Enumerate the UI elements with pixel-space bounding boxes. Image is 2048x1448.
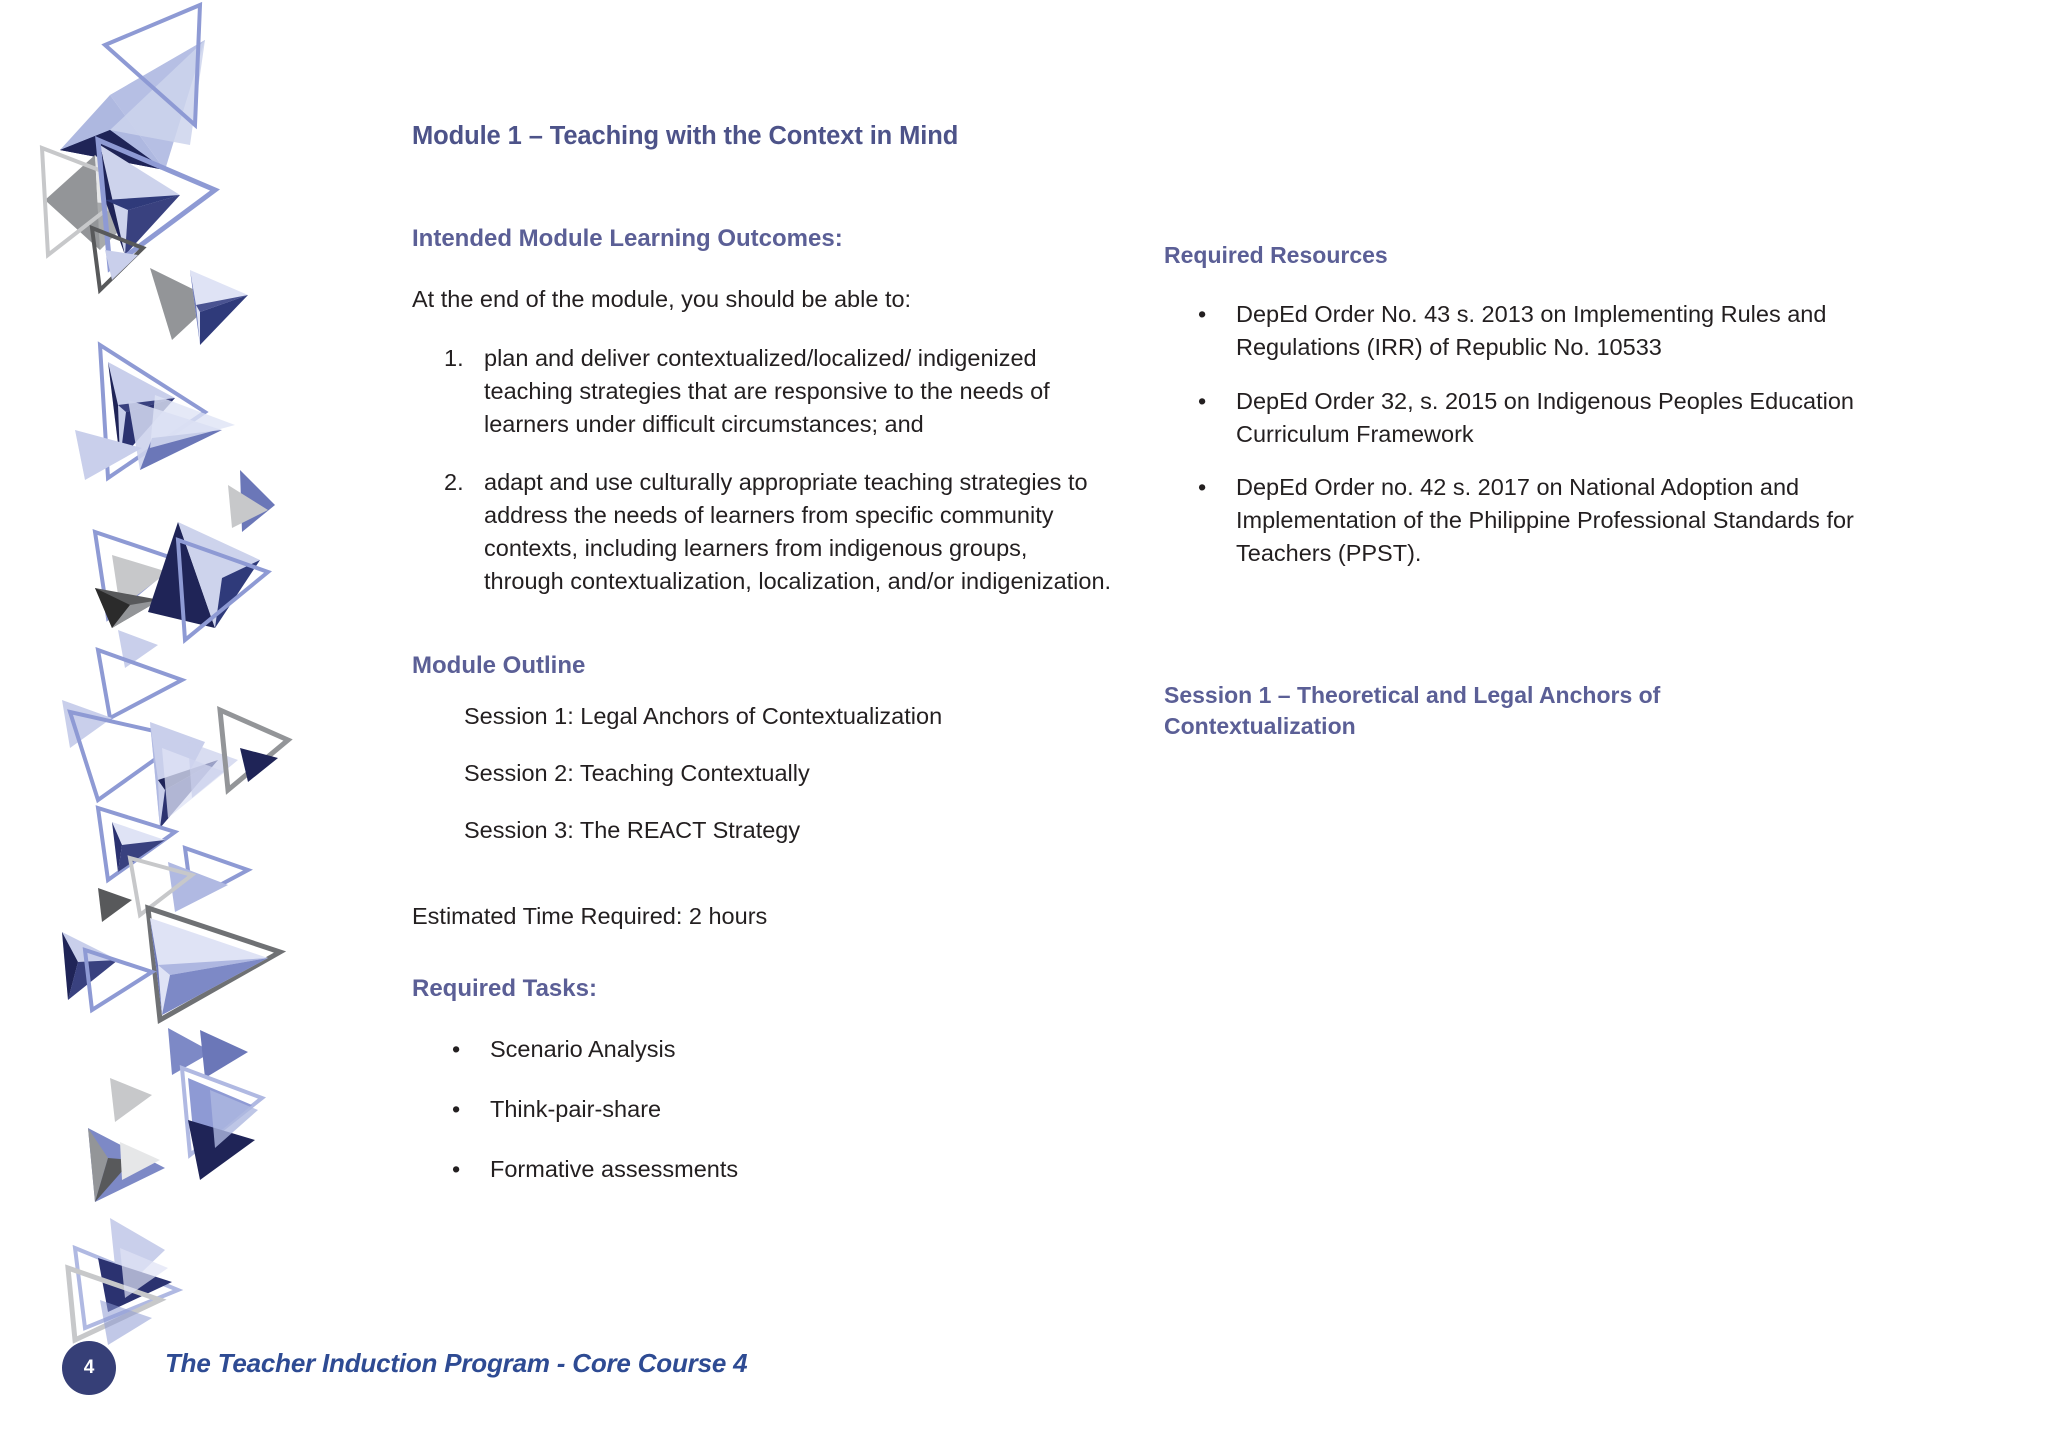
required-tasks-heading: Required Tasks: — [412, 975, 597, 1003]
bullet-icon: • — [452, 1156, 461, 1183]
outline-item: Session 1: Legal Anchors of Contextualization — [464, 702, 943, 729]
spacer — [412, 1005, 1112, 1033]
outline-item: Session 3: The REACT Strategy — [464, 817, 801, 844]
bullet-icon: • — [1198, 473, 1207, 500]
list-item-text: DepEd Order No. 43 s. 2013 on Implementing Rules and Regulations (IRR) of Republic No. 10533 — [1236, 301, 1827, 361]
module-title: Module 1 – Teaching with the Context in Mind — [412, 122, 959, 150]
left-column — [412, 120, 1112, 1213]
list-marker: 1. — [444, 345, 464, 372]
list-item — [412, 1033, 1112, 1066]
required-tasks-list — [412, 1033, 1112, 1186]
outcomes-intro-text: At the end of the module, you should be able to: — [412, 285, 912, 312]
list-item-text: plan and deliver contextualized/localized/ indigenized teaching strategies that are responsive to the needs of learners under difficult circumstances; and — [484, 345, 1050, 438]
spacer — [1164, 590, 1864, 680]
list-marker: 2. — [444, 468, 464, 495]
spacer — [1164, 270, 1864, 298]
list-item-text: DepEd Order no. 42 s. 2017 on National Adoption and Implementation of the Philippine Professional Standards for Teachers (PPST). — [1236, 473, 1854, 567]
list-item — [412, 342, 1112, 441]
spacer — [412, 933, 1112, 973]
list-item — [412, 466, 1112, 599]
footer-title: The Teacher Induction Program - Core Course 4 — [165, 1348, 748, 1378]
bullet-icon: • — [452, 1035, 461, 1062]
list-item — [412, 1093, 1112, 1126]
module-outline-list — [412, 700, 1112, 848]
list-item-text: Think-pair-share — [490, 1095, 662, 1122]
estimated-time-text: Estimated Time Required: 2 hours — [412, 902, 768, 929]
bullet-icon: • — [452, 1095, 461, 1122]
spacer — [412, 255, 1112, 283]
module-outline-heading: Module Outline — [412, 652, 586, 680]
list-item — [1164, 385, 1864, 451]
list-item — [1164, 298, 1864, 364]
bullet-icon: • — [1198, 301, 1207, 328]
list-item-text: adapt and use culturally appropriate teaching strategies to address the needs of learners from specific community contexts, including learners from indigenous groups, through contextualization, localization, and/or indigenization. — [484, 468, 1112, 594]
list-item — [1164, 471, 1864, 570]
right-column — [1164, 240, 1864, 741]
learning-outcomes-list — [412, 342, 1112, 598]
page-number-badge: 4 — [62, 1341, 116, 1395]
spacer — [412, 153, 1112, 223]
list-item-text: DepEd Order 32, s. 2015 on Indigenous Peoples Education Curriculum Framework — [1236, 387, 1854, 447]
required-resources-list — [1164, 298, 1864, 570]
intended-outcomes-heading: Intended Module Learning Outcomes: — [412, 225, 843, 253]
list-item — [412, 1153, 1112, 1186]
spacer — [412, 622, 1112, 650]
bullet-icon: • — [1198, 387, 1207, 414]
list-item-text: Scenario Analysis — [490, 1035, 676, 1062]
required-resources-heading: Required Resources — [1164, 242, 1388, 268]
list-item-text: Formative assessments — [490, 1156, 739, 1183]
session-heading: Session 1 – Theoretical and Legal Anchors of Contextualization — [1164, 682, 1661, 739]
spacer — [412, 872, 1112, 900]
outline-item: Session 2: Teaching Contextually — [464, 760, 810, 787]
